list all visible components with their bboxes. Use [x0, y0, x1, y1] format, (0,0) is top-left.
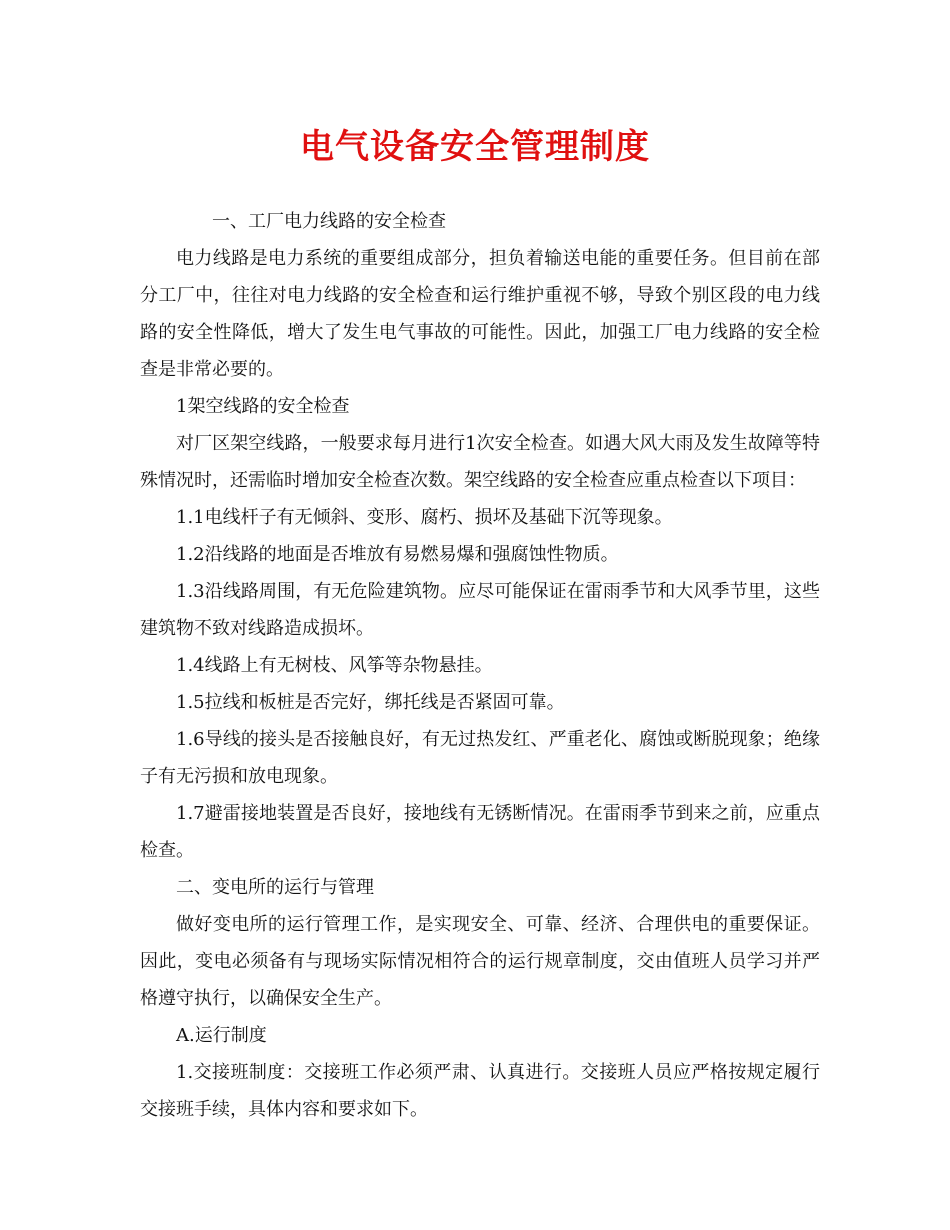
list-item-1-2: 1.2沿线路的地面是否堆放有易燃易爆和强腐蚀性物质。: [176, 544, 619, 565]
list-item-1-1: 1.1电线杆子有无倾斜、变形、腐朽、损坏及基础下沉等现象。: [176, 507, 673, 528]
paragraph-intro: 电力线路是电力系统的重要组成部分，担负着输送电能的重要任务。但目前在部分工厂中，往往对电力线路的安全检查和运行维护重视不够，导致个别区段的电力线路的安全性降低，增大了发生电气事故的可能性。因此，加强工厂电力线路的安全检查是非常必要的。: [140, 248, 820, 380]
paragraph-overhead-lines: 对厂区架空线路，一般要求每月进行1次安全检查。如遇大风大雨及发生故障等特殊情况时，还需临时增加安全检查次数。架空线路的安全检查应重点检查以下项目：: [140, 433, 820, 491]
list-item-1-3: 1.3沿线路周围，有无危险建筑物。应尽可能保证在雷雨季节和大风季节里，这些建筑物不致对线路造成损坏。: [140, 581, 820, 639]
subsection-heading-1: 1架空线路的安全检查: [176, 396, 350, 417]
subsection-heading-a: A.运行制度: [176, 1025, 267, 1046]
document-title: 电气设备安全管理制度: [300, 127, 650, 167]
document-body: [140, 203, 820, 1128]
list-item-1-6: 1.6导线的接头是否接触良好，有无过热发红、严重老化、腐蚀或断脱现象；绝缘子有无污损和放电现象。: [140, 729, 820, 787]
paragraph-substation: 做好变电所的运行管理工作，是实现安全、可靠、经济、合理供电的重要保证。因此，变电必须备有与现场实际情况相符合的运行规章制度，交由值班人员学习并严格遵守执行，以确保安全生产。: [140, 914, 820, 1009]
list-item-1-7: 1.7避雷接地装置是否良好，接地线有无锈断情况。在雷雨季节到来之前，应重点检查。: [140, 803, 820, 861]
list-item-shift-handover: 1.交接班制度：交接班工作必须严肃、认真进行。交接班人员应严格按规定履行交接班手续，具体内容和要求如下。: [140, 1062, 820, 1120]
section-heading-1: 一、工厂电力线路的安全检查: [212, 211, 446, 232]
list-item-1-4: 1.4线路上有无树枝、风筝等杂物悬挂。: [176, 655, 493, 676]
list-item-1-5: 1.5拉线和板桩是否完好，绑托线是否紧固可靠。: [176, 692, 565, 713]
section-heading-2: 二、变电所的运行与管理: [176, 877, 374, 898]
